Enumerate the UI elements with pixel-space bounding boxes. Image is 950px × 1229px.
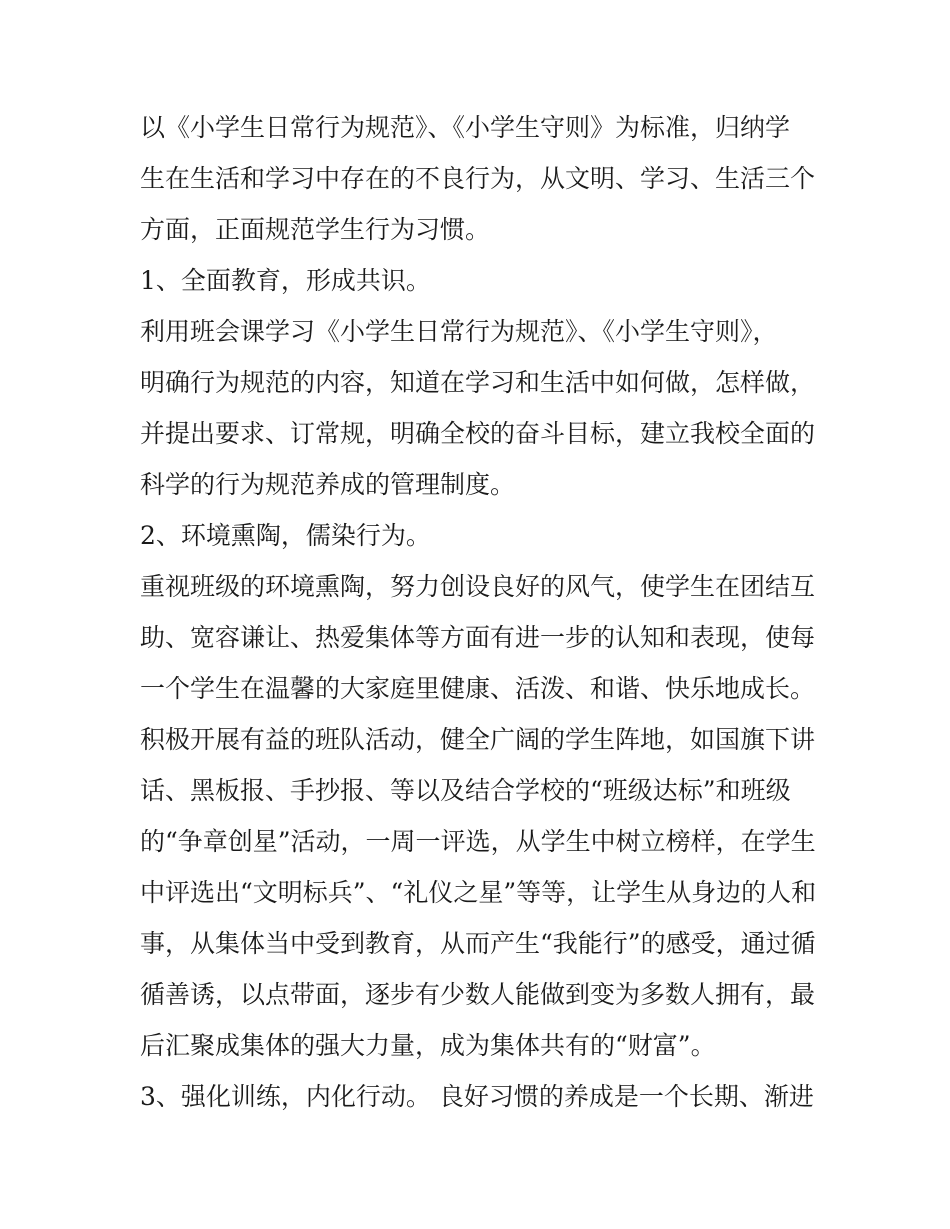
text-line: 的“争章创星”活动，一周一评选，从学生中树立榜样，在学生 <box>140 827 816 856</box>
text-line: 助、宽容谦让、热爱集体等方面有进一步的认知和表现，使每 <box>140 623 816 652</box>
section-heading-2: 2、环境熏陶，儒染行为。 <box>140 521 431 550</box>
text-line: 一个学生在温馨的大家庭里健康、活泼、和谐、快乐地成长。 <box>140 674 816 703</box>
text-line: 中评选出“文明标兵”、“礼仪之星”等等，让学生从身边的人和 <box>140 878 817 907</box>
text-line: 并提出要求、订常规，明确全校的奋斗目标，建立我校全面的 <box>140 419 816 448</box>
text-line: 积极开展有益的班队活动，健全广阔的学生阵地，如国旗下讲 <box>140 725 816 754</box>
text-line: 事，从集体当中受到教育，从而产生“我能行”的感受，通过循 <box>140 929 816 958</box>
text-line: 循善诱，以点带面，逐步有少数人能做到变为多数人拥有，最 <box>140 980 816 1009</box>
text-line: 明确行为规范的内容，知道在学习和生活中如何做，怎样做， <box>140 368 816 397</box>
section-heading-1: 1、全面教育，形成共识。 <box>140 266 431 295</box>
text-line: 重视班级的环境熏陶，努力创设良好的风气，使学生在团结互 <box>140 572 816 601</box>
text-line: 利用班会课学习《小学生日常行为规范》、《小学生守则》， <box>140 317 778 346</box>
text-line: 生在生活和学习中存在的不良行为，从文明、学习、生活三个 <box>140 164 816 193</box>
text-line: 方面，正面规范学生行为习惯。 <box>140 215 491 244</box>
text-line: 话、黑板报、手抄报、等以及结合学校的“班级达标”和班级 <box>140 776 791 805</box>
text-line: 以《小学生日常行为规范》、《小学生守则》为标准，归纳学 <box>140 113 791 142</box>
text-line: 科学的行为规范养成的管理制度。 <box>140 470 516 499</box>
text-line: 后汇聚成集体的强大力量，成为集体共有的“财富”。 <box>140 1031 716 1060</box>
section-heading-3: 3、强化训练，内化行动。 良好习惯的养成是一个长期、渐进 <box>140 1082 814 1111</box>
